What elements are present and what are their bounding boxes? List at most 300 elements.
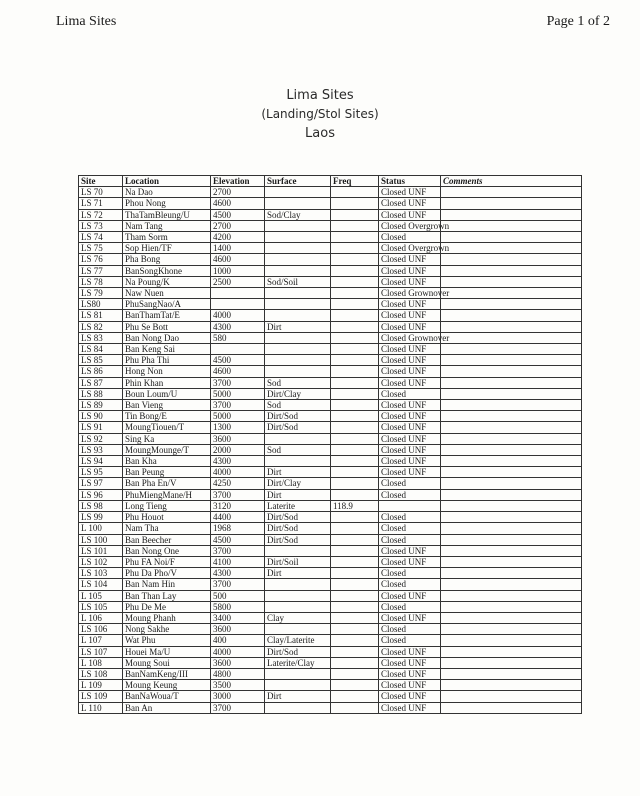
site-cell: LS 87	[79, 377, 123, 388]
elevation-cell: 4400	[211, 512, 265, 523]
surface-cell: Dirt	[265, 691, 331, 702]
status-cell: Closed	[379, 388, 441, 399]
surface-cell	[265, 198, 331, 209]
site-cell: LS 71	[79, 198, 123, 209]
comments-cell	[441, 411, 582, 422]
status-cell: Closed UNF	[379, 209, 441, 220]
elevation-cell: 4300	[211, 568, 265, 579]
table-row	[79, 702, 582, 713]
location-cell: Tin Bong/E	[123, 411, 211, 422]
table-row	[79, 590, 582, 601]
location-cell: PhuSangNao/A	[123, 299, 211, 310]
location-cell: Ban Nong Dao	[123, 332, 211, 343]
elevation-cell: 2500	[211, 276, 265, 287]
status-cell: Closed UNF	[379, 657, 441, 668]
table-row	[79, 691, 582, 702]
site-cell: LS 92	[79, 433, 123, 444]
site-cell: LS80	[79, 299, 123, 310]
surface-cell: Dirt	[265, 489, 331, 500]
location-cell: Ban Keng Sai	[123, 344, 211, 355]
site-cell: LS 105	[79, 601, 123, 612]
comments-cell	[441, 590, 582, 601]
site-cell: L 106	[79, 612, 123, 623]
location-cell: Phou Nong	[123, 198, 211, 209]
location-cell: MoungTiouen/T	[123, 422, 211, 433]
comments-cell	[441, 366, 582, 377]
column-header-comments: Comments	[441, 176, 582, 187]
location-cell: Phin Khan	[123, 377, 211, 388]
table-row	[79, 209, 582, 220]
surface-cell	[265, 433, 331, 444]
elevation-cell	[211, 288, 265, 299]
location-cell: Houei Ma/U	[123, 646, 211, 657]
site-cell: LS 83	[79, 332, 123, 343]
column-header-location: Location	[123, 176, 211, 187]
surface-cell: Dirt/Clay	[265, 388, 331, 399]
surface-cell: Sod	[265, 444, 331, 455]
elevation-cell: 3700	[211, 400, 265, 411]
status-cell: Closed UNF	[379, 456, 441, 467]
comments-cell	[441, 657, 582, 668]
document-subtitle: (Landing/Stol Sites)	[261, 107, 379, 121]
comments-cell	[441, 310, 582, 321]
table-row	[79, 668, 582, 679]
table-row	[79, 624, 582, 635]
comments-cell	[441, 579, 582, 590]
comments-cell	[441, 232, 582, 243]
surface-cell: Sod	[265, 377, 331, 388]
comments-cell	[441, 489, 582, 500]
location-cell: Nong Sakhe	[123, 624, 211, 635]
location-cell: Tham Sorm	[123, 232, 211, 243]
elevation-cell: 2700	[211, 220, 265, 231]
freq-cell	[331, 243, 379, 254]
table-row	[79, 646, 582, 657]
freq-cell	[331, 624, 379, 635]
elevation-cell: 4200	[211, 232, 265, 243]
location-cell: Long Tieng	[123, 500, 211, 511]
surface-cell	[265, 456, 331, 467]
freq-cell	[331, 332, 379, 343]
table-row	[79, 467, 582, 478]
table-row	[79, 355, 582, 366]
elevation-cell: 1400	[211, 243, 265, 254]
site-cell: LS 70	[79, 187, 123, 198]
site-cell: LS 108	[79, 668, 123, 679]
site-cell: LS 100	[79, 534, 123, 545]
surface-cell	[265, 332, 331, 343]
table-row	[79, 276, 582, 287]
surface-cell: Dirt/Soil	[265, 556, 331, 567]
comments-cell	[441, 568, 582, 579]
table-row	[79, 422, 582, 433]
location-cell: Sop Hien/TF	[123, 243, 211, 254]
comments-cell	[441, 624, 582, 635]
freq-cell	[331, 433, 379, 444]
location-cell: Boun Loum/U	[123, 388, 211, 399]
comments-cell	[441, 220, 582, 231]
site-cell: LS 94	[79, 456, 123, 467]
freq-cell: 118.9	[331, 500, 379, 511]
comments-cell	[441, 646, 582, 657]
freq-cell	[331, 232, 379, 243]
location-cell: MoungMounge/T	[123, 444, 211, 455]
table-row	[79, 220, 582, 231]
elevation-cell: 3700	[211, 489, 265, 500]
table-row	[79, 456, 582, 467]
elevation-cell: 4500	[211, 534, 265, 545]
freq-cell	[331, 422, 379, 433]
sites-table	[78, 175, 582, 714]
surface-cell: Sod/Clay	[265, 209, 331, 220]
column-header-freq: Freq	[331, 176, 379, 187]
elevation-cell: 5000	[211, 411, 265, 422]
location-cell: Phu Pha Thi	[123, 355, 211, 366]
status-cell: Closed UNF	[379, 433, 441, 444]
status-cell: Closed UNF	[379, 680, 441, 691]
site-cell: LS 99	[79, 512, 123, 523]
comments-cell	[441, 635, 582, 646]
column-header-elevation: Elevation	[211, 176, 265, 187]
site-cell: LS 102	[79, 556, 123, 567]
table-header-row	[79, 176, 582, 187]
status-cell: Closed UNF	[379, 265, 441, 276]
site-cell: LS 109	[79, 691, 123, 702]
surface-cell: Dirt	[265, 321, 331, 332]
status-cell: Closed UNF	[379, 198, 441, 209]
status-cell: Closed UNF	[379, 299, 441, 310]
table-row	[79, 254, 582, 265]
status-cell: Closed UNF	[379, 668, 441, 679]
freq-cell	[331, 444, 379, 455]
status-cell: Closed UNF	[379, 400, 441, 411]
table-row	[79, 545, 582, 556]
location-cell: BanSongKhone	[123, 265, 211, 276]
table-row	[79, 579, 582, 590]
surface-cell: Dirt/Sod	[265, 534, 331, 545]
site-cell: LS 82	[79, 321, 123, 332]
comments-cell	[441, 478, 582, 489]
location-cell: Ban Nam Hin	[123, 579, 211, 590]
location-cell: ThaTamBleung/U	[123, 209, 211, 220]
status-cell: Closed UNF	[379, 276, 441, 287]
comments-cell	[441, 534, 582, 545]
site-cell: LS 73	[79, 220, 123, 231]
elevation-cell: 5800	[211, 601, 265, 612]
elevation-cell: 5000	[211, 388, 265, 399]
location-cell: Moung Phanh	[123, 612, 211, 623]
freq-cell	[331, 265, 379, 276]
location-cell: Ban Nong One	[123, 545, 211, 556]
surface-cell	[265, 265, 331, 276]
table-row	[79, 411, 582, 422]
freq-cell	[331, 612, 379, 623]
comments-cell	[441, 265, 582, 276]
surface-cell	[265, 590, 331, 601]
location-cell: Ban Pha En/V	[123, 478, 211, 489]
site-cell: LS 77	[79, 265, 123, 276]
table-row	[79, 321, 582, 332]
surface-cell	[265, 187, 331, 198]
surface-cell: Clay	[265, 612, 331, 623]
freq-cell	[331, 523, 379, 534]
freq-cell	[331, 456, 379, 467]
surface-cell: Sod	[265, 400, 331, 411]
document-country: Laos	[305, 126, 335, 141]
comments-cell	[441, 344, 582, 355]
status-cell: Closed UNF	[379, 422, 441, 433]
table-row	[79, 512, 582, 523]
elevation-cell: 2000	[211, 444, 265, 455]
status-cell: Closed UNF	[379, 344, 441, 355]
table-row	[79, 299, 582, 310]
freq-cell	[331, 220, 379, 231]
table-row	[79, 344, 582, 355]
status-cell: Closed UNF	[379, 187, 441, 198]
location-cell: Phu De Me	[123, 601, 211, 612]
elevation-cell: 4000	[211, 467, 265, 478]
status-cell: Closed Grownover	[379, 332, 441, 343]
freq-cell	[331, 209, 379, 220]
location-cell: Phu Da Pho/V	[123, 568, 211, 579]
location-cell: Pha Bong	[123, 254, 211, 265]
elevation-cell: 3700	[211, 377, 265, 388]
surface-cell	[265, 243, 331, 254]
location-cell: Moung Keung	[123, 680, 211, 691]
status-cell: Closed UNF	[379, 467, 441, 478]
comments-cell	[441, 691, 582, 702]
site-cell: LS 101	[79, 545, 123, 556]
location-cell: Ban Than Lay	[123, 590, 211, 601]
comments-cell	[441, 702, 582, 713]
location-cell: Ban An	[123, 702, 211, 713]
freq-cell	[331, 310, 379, 321]
site-cell: LS 86	[79, 366, 123, 377]
surface-cell	[265, 702, 331, 713]
comments-cell	[441, 422, 582, 433]
surface-cell	[265, 355, 331, 366]
elevation-cell: 1300	[211, 422, 265, 433]
freq-cell	[331, 545, 379, 556]
surface-cell: Clay/Laterite	[265, 635, 331, 646]
freq-cell	[331, 556, 379, 567]
column-header-status: Status	[379, 176, 441, 187]
status-cell: Closed UNF	[379, 411, 441, 422]
status-cell: Closed Grownover	[379, 288, 441, 299]
comments-cell	[441, 601, 582, 612]
page-number: Page 1 of 2	[546, 14, 610, 29]
freq-cell	[331, 321, 379, 332]
comments-cell	[441, 209, 582, 220]
surface-cell: Dirt	[265, 568, 331, 579]
comments-cell	[441, 321, 582, 332]
table-row	[79, 478, 582, 489]
status-cell: Closed UNF	[379, 646, 441, 657]
elevation-cell: 4500	[211, 209, 265, 220]
surface-cell: Dirt/Sod	[265, 422, 331, 433]
freq-cell	[331, 657, 379, 668]
freq-cell	[331, 512, 379, 523]
comments-cell	[441, 467, 582, 478]
location-cell: Nam Tha	[123, 523, 211, 534]
freq-cell	[331, 467, 379, 478]
comments-cell	[441, 388, 582, 399]
table-row	[79, 377, 582, 388]
freq-cell	[331, 288, 379, 299]
location-cell: Sing Ka	[123, 433, 211, 444]
freq-cell	[331, 635, 379, 646]
comments-cell	[441, 680, 582, 691]
surface-cell	[265, 310, 331, 321]
freq-cell	[331, 377, 379, 388]
comments-cell	[441, 523, 582, 534]
elevation-cell: 3120	[211, 500, 265, 511]
location-cell: BanThamTat/E	[123, 310, 211, 321]
elevation-cell	[211, 344, 265, 355]
elevation-cell: 3700	[211, 702, 265, 713]
site-cell: LS 78	[79, 276, 123, 287]
status-cell: Closed UNF	[379, 321, 441, 332]
location-cell: BanNaWoua/T	[123, 691, 211, 702]
status-cell: Closed	[379, 579, 441, 590]
comments-cell	[441, 355, 582, 366]
elevation-cell: 4300	[211, 321, 265, 332]
elevation-cell: 4800	[211, 668, 265, 679]
status-cell: Closed	[379, 624, 441, 635]
table-row	[79, 332, 582, 343]
freq-cell	[331, 534, 379, 545]
comments-cell	[441, 456, 582, 467]
comments-cell	[441, 668, 582, 679]
status-cell: Closed	[379, 512, 441, 523]
status-cell: Closed UNF	[379, 366, 441, 377]
table-row	[79, 265, 582, 276]
page-header-title: Lima Sites	[56, 14, 117, 29]
freq-cell	[331, 478, 379, 489]
location-cell: Ban Kha	[123, 456, 211, 467]
table-row	[79, 568, 582, 579]
freq-cell	[331, 590, 379, 601]
site-cell: LS 75	[79, 243, 123, 254]
comments-cell	[441, 556, 582, 567]
elevation-cell: 4500	[211, 355, 265, 366]
status-cell: Closed UNF	[379, 310, 441, 321]
status-cell: Closed Overgrown	[379, 243, 441, 254]
surface-cell: Dirt/Sod	[265, 512, 331, 523]
table-row	[79, 635, 582, 646]
freq-cell	[331, 691, 379, 702]
elevation-cell: 4600	[211, 254, 265, 265]
surface-cell: Dirt/Clay	[265, 478, 331, 489]
freq-cell	[331, 411, 379, 422]
site-cell: LS 95	[79, 467, 123, 478]
location-cell: BanNamKeng/III	[123, 668, 211, 679]
comments-cell	[441, 332, 582, 343]
site-cell: LS 93	[79, 444, 123, 455]
site-cell: LS 84	[79, 344, 123, 355]
status-cell: Closed	[379, 523, 441, 534]
freq-cell	[331, 400, 379, 411]
elevation-cell: 4250	[211, 478, 265, 489]
freq-cell	[331, 344, 379, 355]
table-row	[79, 288, 582, 299]
elevation-cell: 4300	[211, 456, 265, 467]
freq-cell	[331, 568, 379, 579]
status-cell: Closed Overgrown	[379, 220, 441, 231]
surface-cell	[265, 232, 331, 243]
elevation-cell: 3600	[211, 657, 265, 668]
elevation-cell: 3500	[211, 680, 265, 691]
site-cell: LS 88	[79, 388, 123, 399]
site-cell: LS 76	[79, 254, 123, 265]
table-row	[79, 366, 582, 377]
comments-cell	[441, 377, 582, 388]
table-row	[79, 680, 582, 691]
site-cell: L 108	[79, 657, 123, 668]
elevation-cell: 4600	[211, 366, 265, 377]
freq-cell	[331, 299, 379, 310]
site-cell: LS 96	[79, 489, 123, 500]
elevation-cell: 3600	[211, 624, 265, 635]
elevation-cell: 580	[211, 332, 265, 343]
elevation-cell: 3000	[211, 691, 265, 702]
elevation-cell: 4000	[211, 310, 265, 321]
status-cell: Closed UNF	[379, 691, 441, 702]
freq-cell	[331, 579, 379, 590]
freq-cell	[331, 254, 379, 265]
surface-cell	[265, 344, 331, 355]
freq-cell	[331, 601, 379, 612]
site-cell: LS 98	[79, 500, 123, 511]
surface-cell	[265, 254, 331, 265]
table-row	[79, 388, 582, 399]
status-cell	[379, 500, 441, 511]
site-cell: LS 89	[79, 400, 123, 411]
status-cell: Closed	[379, 534, 441, 545]
table-row	[79, 612, 582, 623]
freq-cell	[331, 702, 379, 713]
freq-cell	[331, 187, 379, 198]
status-cell: Closed UNF	[379, 355, 441, 366]
location-cell: Ban Vieng	[123, 400, 211, 411]
table-row	[79, 500, 582, 511]
comments-cell	[441, 444, 582, 455]
comments-cell	[441, 433, 582, 444]
table-row	[79, 601, 582, 612]
comments-cell	[441, 288, 582, 299]
location-cell: Na Poung/K	[123, 276, 211, 287]
elevation-cell: 4600	[211, 198, 265, 209]
site-cell: LS 97	[79, 478, 123, 489]
surface-cell	[265, 601, 331, 612]
table-row	[79, 556, 582, 567]
table-row	[79, 198, 582, 209]
status-cell: Closed UNF	[379, 444, 441, 455]
site-cell: L 100	[79, 523, 123, 534]
comments-cell	[441, 500, 582, 511]
status-cell: Closed UNF	[379, 590, 441, 601]
site-cell: LS 81	[79, 310, 123, 321]
status-cell: Closed UNF	[379, 377, 441, 388]
freq-cell	[331, 489, 379, 500]
elevation-cell: 3700	[211, 545, 265, 556]
location-cell: Phu FA Noi/F	[123, 556, 211, 567]
location-cell: Moung Soui	[123, 657, 211, 668]
freq-cell	[331, 198, 379, 209]
location-cell: Phu Houot	[123, 512, 211, 523]
site-cell: LS 79	[79, 288, 123, 299]
status-cell: Closed UNF	[379, 702, 441, 713]
